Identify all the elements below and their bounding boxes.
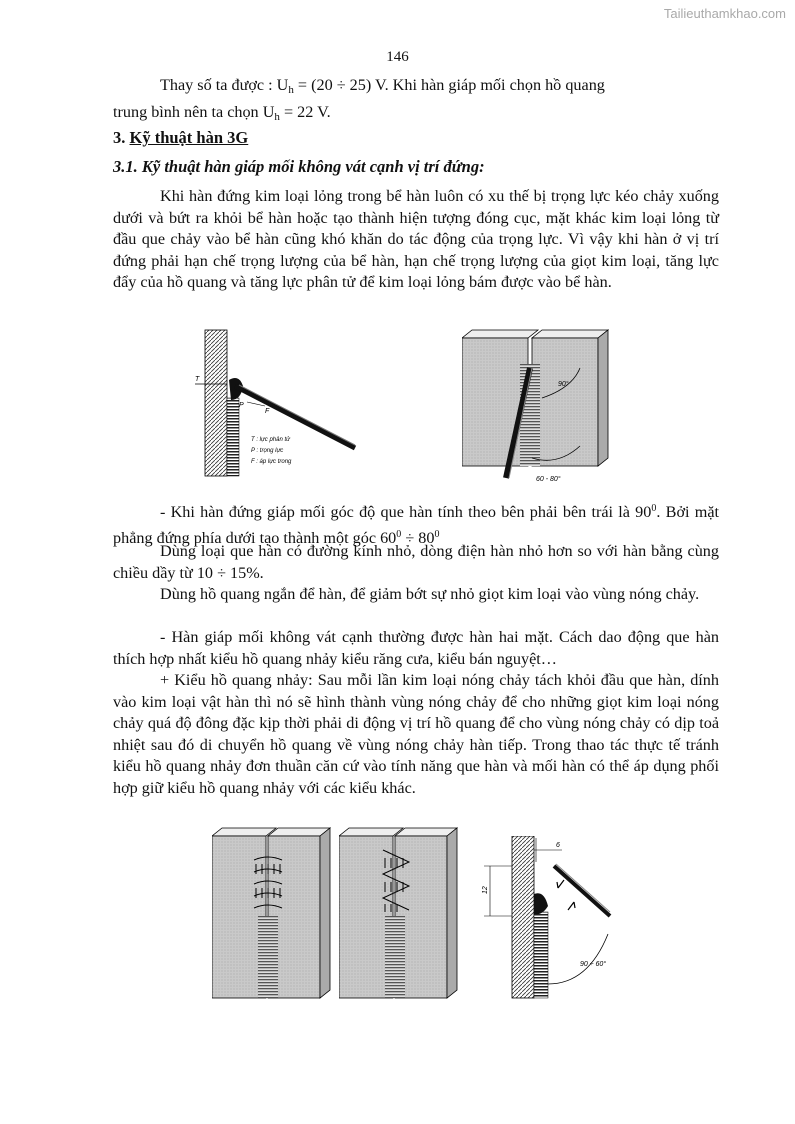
- electrode: [554, 866, 610, 916]
- paragraph-1: Khi hàn đứng kim loại lỏng trong bể hàn luôn có xu thế bị trọng lực kéo chảy xuống dưới và bứt ra khỏi bể hàn hoặc tạo thành hiện tượng đóng cục, mặt khác kim loại lỏng từ đầu que chảy vào bể hàn cũng khó khăn do tác động của trọng lực. Vì vậy khi hàn ở vị trí đứng phải hạn chế trọng lượng của bể hàn, hạn chế trọng lượng của giọt kim loại, tăng lực đẩy của hồ quang và tăng lực phân tử để kim loại lỏng bám được vào bể hàn.: [113, 187, 719, 291]
- section-number: 3.: [113, 128, 126, 147]
- weld-bead: [385, 916, 405, 998]
- weld-layers: [534, 912, 548, 998]
- paragraph-3: Dùng loại que hàn có đường kính nhỏ, dòng điện hàn nhỏ hơn so với hàn bằng cùng chiều dầy từ 10 ÷ 15%.: [113, 542, 719, 582]
- label-p: P: [239, 402, 244, 409]
- subscript: h: [288, 84, 294, 96]
- weld-bead: [258, 916, 278, 998]
- page-number: 146: [386, 49, 409, 65]
- paragraph-4: Dùng hồ quang ngắn để hàn, để giảm bớt sự nhỏ giọt kim loại vào vùng nóng chảy.: [160, 585, 700, 603]
- label-dim-6: 6: [556, 842, 560, 849]
- legend-t: T : lực phân tử: [251, 437, 290, 443]
- intro-text: = (20 ÷ 25) V. Khi hàn giáp mối chọn hồ quang: [293, 76, 605, 94]
- right-plate: [532, 338, 598, 466]
- label-t: T: [195, 376, 200, 383]
- label-f: F: [265, 408, 270, 415]
- legend-f: F : áp lực trong: [251, 459, 292, 465]
- weld-pool: [534, 893, 548, 914]
- plate-hatched: [205, 330, 227, 476]
- left-plate: [462, 338, 528, 466]
- figure-pattern-2: [339, 826, 459, 1000]
- section-title: Kỹ thuật hàn 3G: [129, 128, 249, 147]
- subsection-heading: 3.1. Kỹ thuật hàn giáp mối không vát cạnh vị trí đứng:: [113, 157, 485, 176]
- intro-text: trung bình nên ta chọn $U_h = 22$ V.: [113, 102, 331, 123]
- label-angle: 90 ÷ 60°: [580, 961, 607, 968]
- section-heading: [113, 128, 248, 148]
- figure-pattern-1: [212, 826, 332, 1000]
- figure-side-view: [195, 328, 365, 478]
- paragraph-2: - Khi hàn đứng giáp mối góc độ que hàn tính theo bên phải bên trái là $90^0$. Bởi mặt phẳng đứng phía dưới tạo thành một góc $60^0 \div 80^0$: [113, 503, 719, 547]
- figure-jump-arc: [478, 836, 618, 1000]
- intro-paragraph: [113, 75, 719, 128]
- label-angle-range: 60 - 80°: [536, 476, 561, 483]
- label-dim-12: 12: [482, 886, 489, 894]
- angle-arc: [548, 934, 608, 984]
- watermark: Tailieuthamkhao.com: [663, 6, 786, 21]
- plate-hatched: [512, 836, 534, 998]
- arrow-down: [568, 902, 575, 910]
- label-angle-90: 90°: [558, 381, 569, 388]
- intro-text: Thay số ta được : U: [160, 76, 289, 94]
- weld-layers: [227, 398, 239, 476]
- electrode-highlight: [239, 385, 355, 445]
- paragraph-5: - Hàn giáp mối không vát cạnh thường được hàn hai mặt. Cách dao động que hàn thích hợp nhất kiểu hồ quang nhảy kiểu răng cưa, kiểu bán nguyệt…: [113, 628, 719, 668]
- figure-front-view: [462, 328, 612, 486]
- arrow-up: [557, 880, 564, 888]
- paragraph-6: + Kiểu hồ quang nhảy: Sau mỗi lần kim loại nóng chảy tách khỏi đầu que hàn, dính vào kim loại vật hàn thì nó sẽ hình thành vùng nóng chảy để cho những giọt kim loại nóng chảy quá độ đông đặc kịp thời phải di động vị trí hồ quang để cho vùng nóng chảy có dịp toả nhiệt sau đó di chuyển hồ quang về vùng nóng chảy hàn tiếp. Trong thao tác thực tế tránh kiểu hồ quang nhảy đơn thuần căn cứ vào tính năng que hàn và mối hàn có thể áp dụng phối hợp giữ kiểu hồ quang nhảy với các kiểu khác.: [113, 671, 719, 797]
- legend-p: P : trọng lực: [251, 448, 284, 454]
